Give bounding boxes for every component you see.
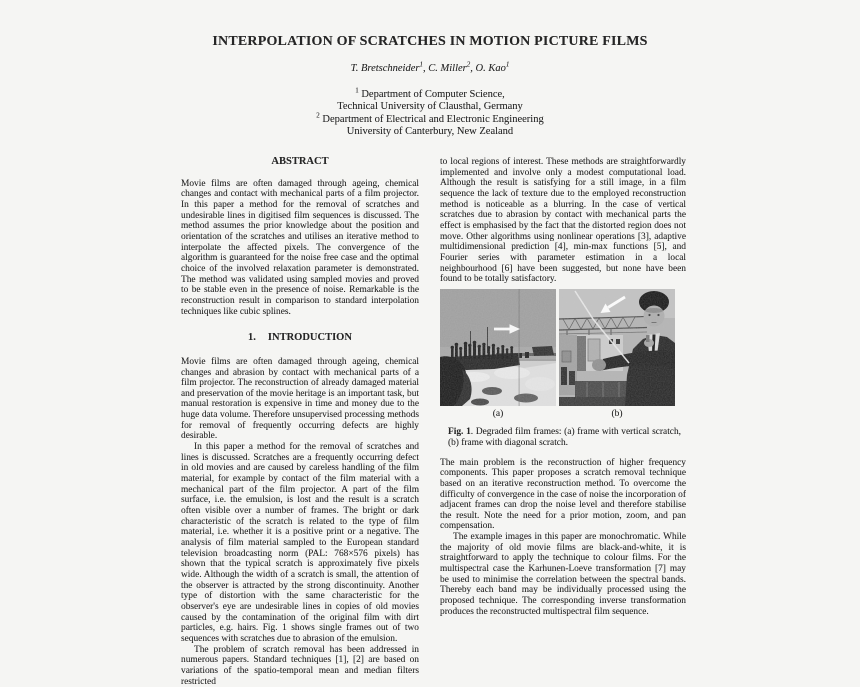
affiliation-line: $^1$ Department of Computer Science, (355, 86, 505, 100)
figure-caption-label: Fig. 1 (448, 426, 471, 437)
figure-sublabels (440, 409, 686, 420)
left-column (181, 157, 419, 687)
film-frame-b-image (559, 289, 675, 406)
section-title: INTRODUCTION (267, 332, 352, 344)
affiliation-line: $^2$ Department of Electrical and Electronic Engineering (316, 111, 544, 125)
affiliations-block (150, 86, 710, 139)
paper-title: INTERPOLATION OF SCRATCHES IN MOTION PICTURE FILMS (212, 34, 648, 49)
affiliation-line: Technical University of Clausthal, Germany (337, 101, 523, 113)
body-paragraph-main-problem: The main problem is the reconstruction of higher frequency components. This paper proposes a scratch removal technique based on an iterative reconstruction method. To overcome the difficulty of convergence in the case of noise the incorporation of adjacent frames can drop the noise level and therefore stabilise the result. Note the need for a prior motion, zoom, and pan compensation. (440, 457, 686, 532)
continued-paragraph: to local regions of interest. These methods are straightforwardly implemented and involve only a modest computational load. Although the result is satisfying for a still image, in a film sequence the lack of texture due to the employed reconstruction method is noticeable as a blurring. In the case of vertical scratches due to abrasion by contact with mechanical parts the effect is emphasised by the fact that the distorted region does not move. Other algorithms using nonlinear operations [3], adaptive multidimensional prediction [4], min-max functions [5], and Fourier series with parameter estimation in a local neighbourhood [6] have been suggested, but none have been found to be totally satisfactory. (440, 157, 686, 285)
intro-paragraph-1: Movie films are often damaged through ageing, chemical changes and abrasion by contact with mechanical parts of a film projector. The reconstruction of already damaged material and preservation of the movie heritage is an important task, but manual restoration is expensive in time and money due to the huge data volume. Therefore unsupervised processing methods for removal of frequently occurring defects are highly desirable. (181, 356, 419, 442)
introduction-heading (181, 333, 419, 344)
author: O. Kao$^1$ (475, 60, 510, 74)
right-column (440, 157, 686, 617)
figure-label-b: (b) (611, 408, 623, 419)
abstract-paragraph: Movie films are often damaged through ageing, chemical changes and contact with mechanical parts of a film projector. In this paper a method for the removal of scratches and undesirable lines in digitised film sequences is discussed. The method assumes the prior knowledge about the position and orientation of the scratches and utilises an iterative method to interpolate the affected pixels. The convergence of the algorithm is guaranteed for the noise free case and the optimal choice of the involved relaxation parameter is demonstrated. The method was validated using sampled movies and proved to be stable even in the presence of noise. Remarkable is the reconstruction result in comparison to standard interpolation techniques like cubic splines. (181, 178, 419, 317)
intro-paragraph-3: The problem of scratch removal has been addressed in numerous papers. Standard techniques [1], [2] are based on variations of the spatio-temporal mean and median filters restricted (181, 644, 419, 687)
paper-header (150, 34, 710, 139)
intro-paragraph-2: In this paper a method for the removal of scratches and lines is discussed. Scratches are a frequently occurring defect in old movies and are caused by careless handling of the film material, for example by contact of the film material with a mechanical part of the film projector. A part of the film surface, i.e. the emulsion, is lost and the result is a scratch often visible over a number of frames. The bright or dark characteristic of the scratch is related to the type of film material, i.e. whether it is a positive print or a negative. The analysis of film material sampled to the European standard television broadcasting norm (PAL: 768×576 pixels) has shown that the typical scratch is approximately five pixels wide. Although the width of a scratch is small, the attention of the observer is attracted by the strong discontinuity. Another type of distortion with the same characteristic for the observer's eye are undesirable lines in copies of old movies caused by the contamination of the original film with dirt particles, e.g. hairs. Fig. 1 shows single frames out of two sequences with scratches due to abrasion of the emulsion. (181, 442, 419, 644)
film-frame-a-image (440, 289, 556, 406)
section-number: 1. (248, 332, 256, 344)
figure-images (440, 289, 686, 406)
abstract-heading: ABSTRACT (271, 156, 329, 167)
affiliation-line: University of Canterbury, New Zealand (346, 126, 514, 138)
figure-caption-text: . Degraded film frames: (a) frame with vertical scratch, (b) frame with diagonal scratch. (448, 426, 681, 448)
figure-label-a: (a) (492, 408, 504, 419)
authors-line (150, 60, 710, 74)
author: C. Miller$^2$, (428, 60, 476, 74)
figure-1 (440, 289, 686, 449)
body-paragraph-example-images: The example images in this paper are monochromatic. While the majority of old movie films are black-and-white, it is straightforward to apply the technique to colour films. For the multispectral case the Karhunen-Loeve transformation [7] may be used to minimise the correlation between the spectral bands. Thereby each band may be individually processed using the proposed technique. The corresponding inverse transformation produces the reconstructed multispectral film sequence. (440, 532, 686, 617)
author: T. Bretschneider$^1$, (350, 60, 429, 74)
figure-caption (448, 427, 681, 449)
